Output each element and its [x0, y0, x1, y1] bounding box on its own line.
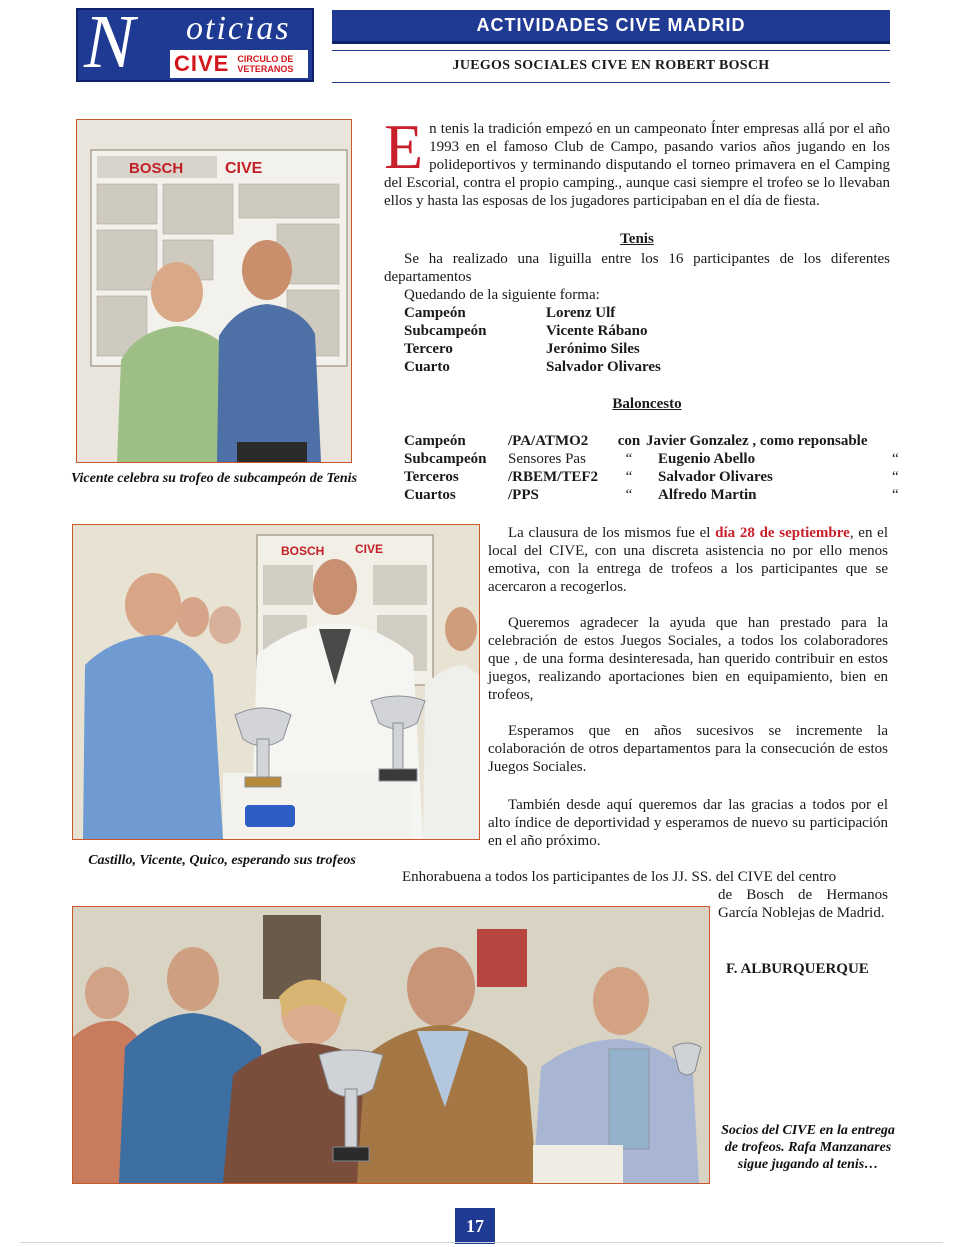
- photo-waiting-trophies: [72, 524, 480, 840]
- baloncesto-results-table: [404, 432, 899, 504]
- table-row: Cuartos /PPS “ Alfredo Martin “: [404, 487, 899, 503]
- header-divider: [332, 82, 890, 83]
- drop-cap: E: [384, 111, 424, 182]
- esperamos-paragraph: Esperamos que en años sucesivos se incremente la colaboración de otros departamentos para la consecución de estos Juegos Sociales.: [488, 723, 888, 775]
- author-signature: F. ALBURQUERQUE: [726, 961, 869, 977]
- table-row: Cuarto Salvador Olivares: [404, 359, 661, 375]
- table-row: Campeón Lorenz Ulf: [404, 305, 616, 321]
- table-row: Subcampeón Sensores Pas “ Eugenio Abello “: [404, 451, 899, 467]
- board-cive-text: CIVE: [225, 160, 263, 177]
- board-cive-text: CIVE: [355, 542, 384, 556]
- intro-text: n tenis la tradición empezó en un campeonato Ínter empresas allá por el año 1993 en el famoso Club de Campo, pasando varios años jugando en los polideportivos y terminando disputando el torneo primavera en el Camping del Escorial, contra el propio camping., aunque casi siempre el trofeo se lo llevaban ellos y hasta las esposas de los jugadores participaban en el día de fiesta.: [384, 121, 890, 209]
- table-row: Terceros /RBEM/TEF2 “ Salvador Olivares “: [404, 469, 899, 485]
- section-title-bar: [332, 10, 890, 44]
- enhorabuena-line-2: de Bosch de Hermanos García Noblejas de Madrid.: [718, 887, 888, 921]
- tenis-intro-2: Quedando de la siguiente forma:: [404, 287, 600, 303]
- board-bosch-text: BOSCH: [129, 160, 184, 177]
- page-number: 17: [455, 1208, 495, 1244]
- article-subheading: JUEGOS SOCIALES CIVE EN ROBERT BOSCH: [452, 58, 770, 73]
- clausura-paragraph: La clausura de los mismos fue el día 28 de septiembre, en el local del CIVE, con una discreta asistencia no por ello menos emotiva, con la entrega de trofeos a los participantes que se acercaron a recogerlos.: [488, 525, 888, 595]
- enhorabuena-line-1: Enhorabuena a todos los participantes de los JJ. SS. del CIVE del centro: [402, 869, 837, 885]
- table-row: Tercero Jerónimo Siles: [404, 341, 640, 357]
- header-divider: [332, 50, 890, 51]
- baloncesto-heading: Baloncesto: [612, 396, 682, 412]
- board-bosch-text: BOSCH: [281, 544, 325, 558]
- noticias-cive-logo: [76, 0, 314, 84]
- logo-cive-box: [170, 50, 308, 78]
- gracias-paragraph: También desde aquí queremos dar las gracias a todos por el alto índice de deportividad y esperamos de nuevo su participación en el año próximo.: [488, 797, 888, 849]
- logo-initial: N: [84, 0, 135, 84]
- footer-divider: [20, 1242, 943, 1243]
- photo-caption: Castillo, Vicente, Quico, esperando sus trofeos: [88, 853, 356, 868]
- photo-vicente-trophy: [76, 119, 352, 463]
- photo-caption: Vicente celebra su trofeo de subcampeón de Tenis: [70, 471, 358, 486]
- agradecer-paragraph: Queremos agradecer la ayuda que han prestado para la celebración de estos Juegos Sociales, a todos los colaboradores que , de una forma desinteresada, han querido contribuir en estos juegos, realizando aportaciones bien en equipamiento, bien en trofeos,: [488, 615, 888, 703]
- logo-cive-text: CIVE: [174, 51, 230, 76]
- table-row: Campeón /PA/ATMO2 con Javier Gonzalez , como reponsable: [404, 433, 868, 449]
- event-date: día 28 de septiembre: [715, 525, 850, 541]
- logo-circulo-text: CIRCULO DE VETERANOS: [237, 54, 294, 74]
- intro-paragraph: [384, 111, 890, 210]
- photo-trophy-ceremony: [72, 906, 710, 1184]
- table-row: Subcampeón Vicente Rábano: [404, 323, 648, 339]
- tenis-results-table: [404, 304, 661, 376]
- section-title: ACTIVIDADES CIVE MADRID: [476, 15, 746, 35]
- tenis-heading: Tenis: [620, 231, 654, 247]
- logo-word: oticias: [186, 10, 291, 47]
- tenis-intro: Se ha realizado una liguilla entre los 16 participantes de los diferentes departamentos: [384, 251, 890, 285]
- photo-caption: Socios del CIVE en la entrega de trofeos. Rafa Manzanares sigue jugando al tenis…: [721, 1123, 895, 1172]
